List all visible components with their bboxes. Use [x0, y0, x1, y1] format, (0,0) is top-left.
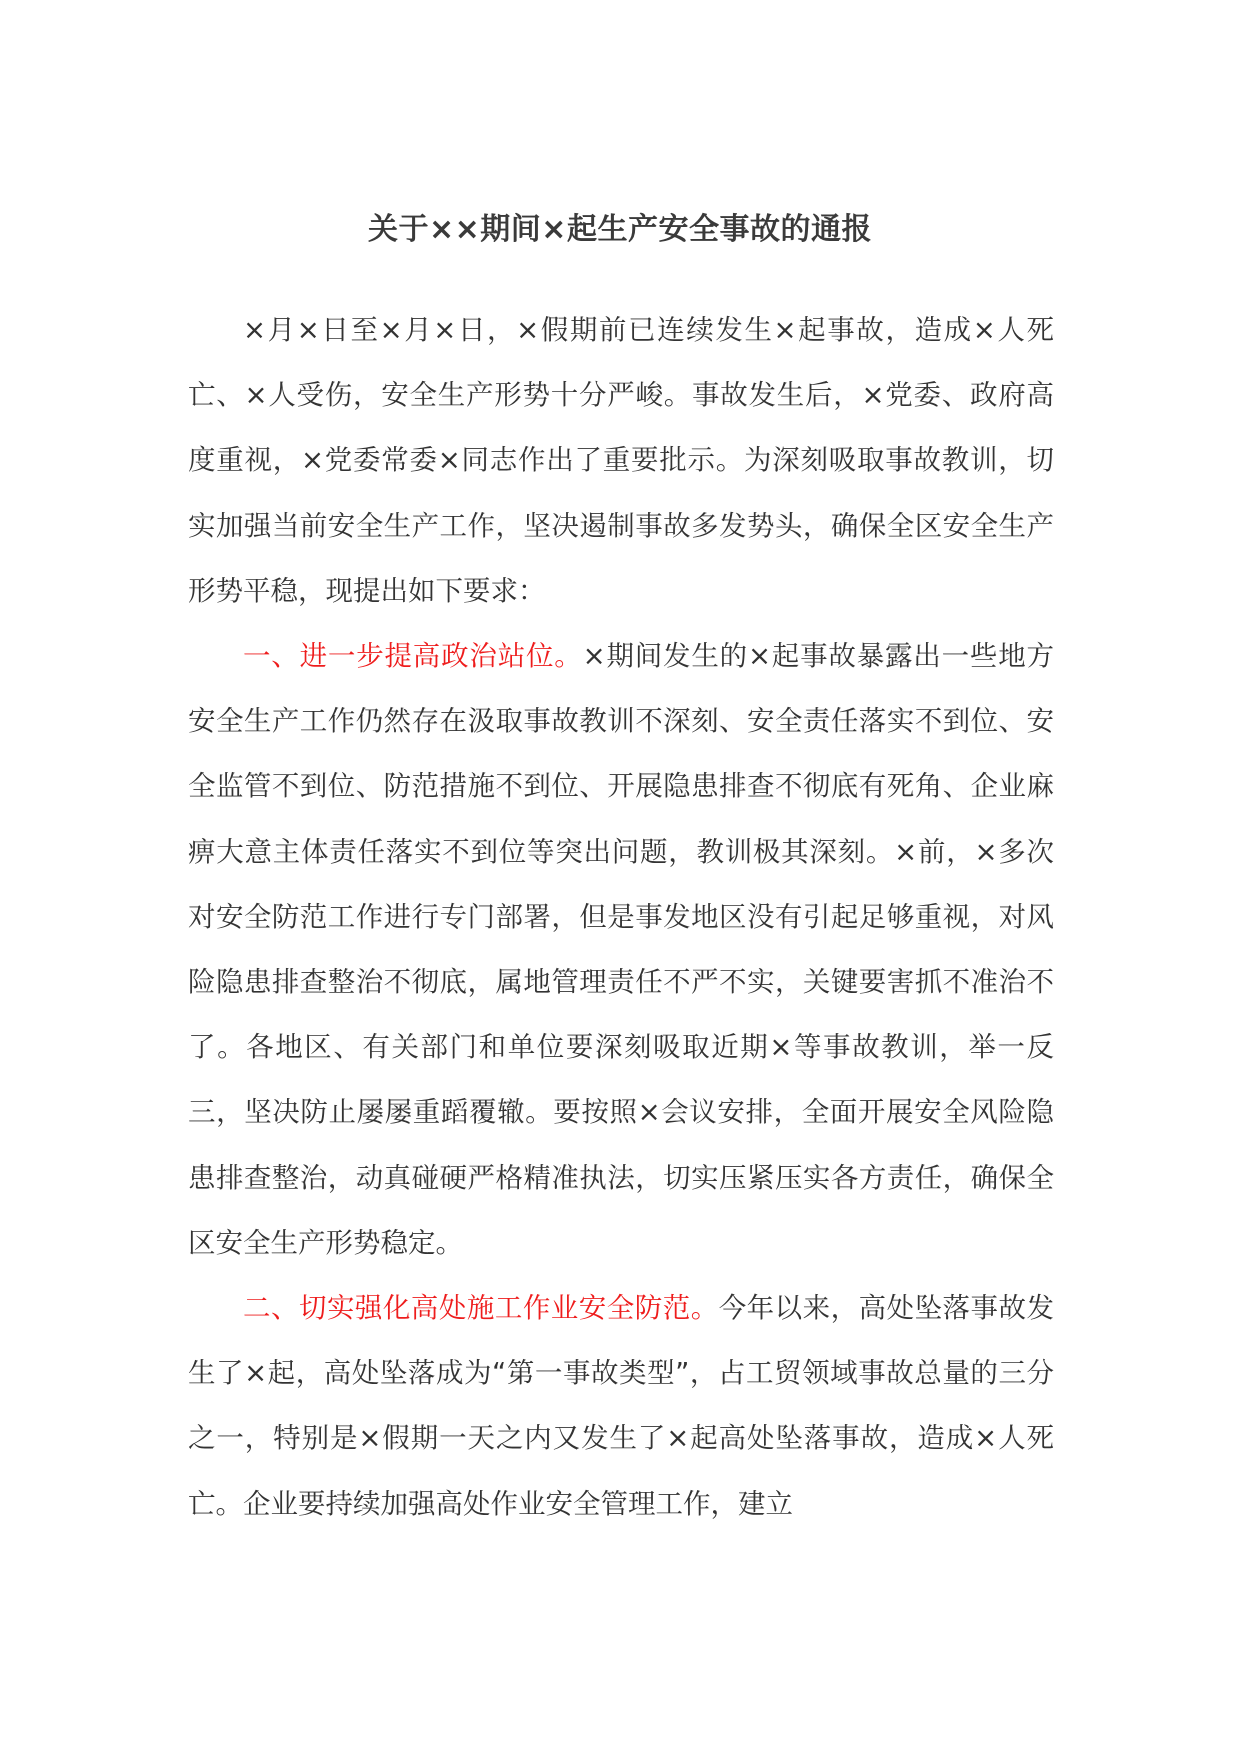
- paragraph-text: 今年以来，高处坠落事故发生了×起，高处坠落成为“第一事故类型”，占工贸领域事故总量的三分之一，特别是×假期一天之内又发生了×起高处坠落事故，造成×人死亡。企业要持续加强高处作业安全管理工作，建立: [188, 1292, 1055, 1520]
- document-body: [188, 298, 1054, 1537]
- paragraph-text: ×月×日至×月×日，×假期前已连续发生×起事故，造成×人死亡、×人受伤，安全生产形势十分严峻。事故发生后，×党委、政府高度重视，×党委常委×同志作出了重要批示。为深刻吸取事故教训，切实加强当前安全生产工作，坚决遏制事故多发势头，确保全区安全生产形势平稳，现提出如下要求：: [188, 314, 1054, 607]
- section-one-paragraph: [188, 624, 1054, 1276]
- paragraph-text: ×期间发生的×起事故暴露出一些地方安全生产工作仍然存在汲取事故教训不深刻、安全责任落实不到位、安全监管不到位、防范措施不到位、开展隐患排查不彻底有死角、企业麻痹大意主体责任落实不到位等突出问题，教训极其深刻。×前，×多次对安全防范工作进行专门部署，但是事发地区没有引起足够重视，对风险隐患排查整治不彻底，属地管理责任不严不实，关键要害抓不准治不了。各地区、有关部门和单位要深刻吸取近期×等事故教训，举一反三，坚决防止屡屡重蹈覆辙。要按照×会议安排，全面开展安全风险隐患排查整治，动真碰硬严格精准执法，切实压紧压实各方责任，确保全区安全生产形势稳定。: [188, 640, 1054, 1259]
- document-title: 关于××期间×起生产安全事故的通报: [368, 212, 872, 247]
- intro-paragraph: [188, 298, 1054, 624]
- section-one-heading: 一、进一步提高政治站位。: [243, 640, 583, 673]
- section-two-heading: 二、切实强化高处施工作业安全防范。: [243, 1292, 719, 1325]
- section-two-paragraph: [188, 1276, 1054, 1537]
